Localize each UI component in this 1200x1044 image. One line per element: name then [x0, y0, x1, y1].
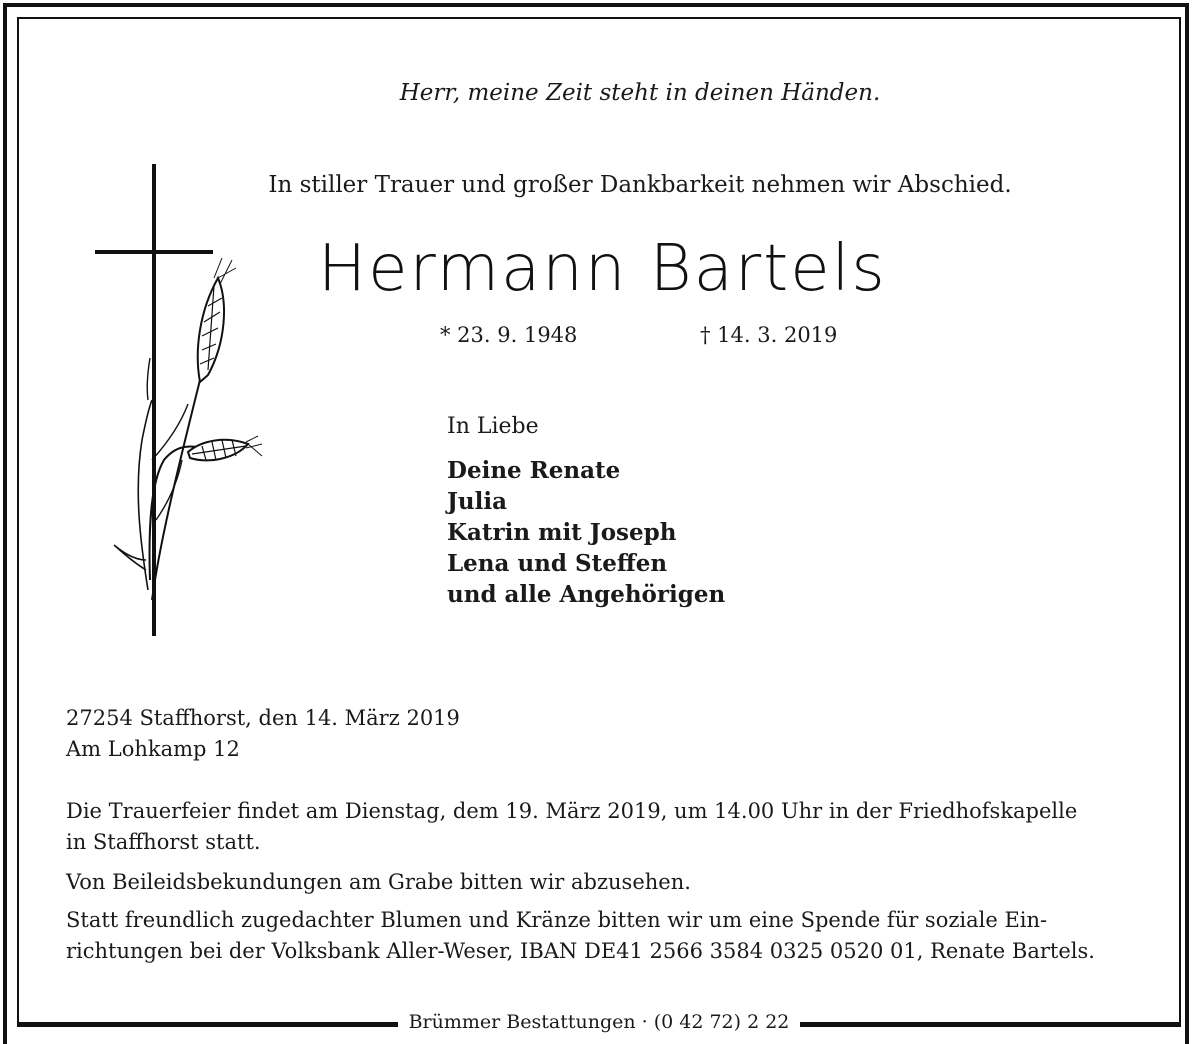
mourner-line: Katrin mit Joseph: [447, 519, 677, 546]
mourner-line: Julia: [447, 488, 507, 515]
funeral-info-line: in Staffhorst statt.: [66, 830, 261, 854]
footer-rule: [800, 1022, 1180, 1025]
address-place-date: 27254 Staffhorst, den 14. März 2019: [66, 706, 460, 730]
undertaker-footer: Brümmer Bestattungen · (0 42 72) 2 22: [398, 1009, 800, 1035]
donation-note-line: richtungen bei der Volksbank Aller-Weser, IBAN DE41 2566 3584 0325 0520 01, Renate Bartels.: [66, 939, 1095, 963]
mourner-line: und alle Angehörigen: [447, 581, 726, 608]
funeral-info-line: Die Trauerfeier findet am Dienstag, dem 19. März 2019, um 14.00 Uhr in der Friedhofskapelle: [66, 799, 1078, 823]
birth-date: * 23. 9. 1948: [440, 323, 578, 347]
donation-note-line: Statt freundlich zugedachter Blumen und Kränze bitten wir um eine Spende für soziale Ein-: [66, 908, 1048, 932]
bible-verse: Herr, meine Zeit steht in deinen Händen.: [399, 80, 881, 106]
mourner-line: Lena und Steffen: [447, 550, 668, 577]
condolence-note: Von Beileidsbekundungen am Grabe bitten wir abzusehen.: [66, 870, 691, 894]
footer-rule: [19, 1022, 398, 1025]
cross-with-wheat-icon: [90, 160, 270, 640]
mourner-line: Deine Renate: [447, 457, 621, 484]
death-date: † 14. 3. 2019: [700, 323, 838, 347]
address-street: Am Lohkamp 12: [66, 737, 240, 761]
in-love-label: In Liebe: [447, 414, 539, 439]
intro-line: In stiller Trauer und großer Dankbarkeit nehmen wir Abschied.: [268, 172, 1012, 198]
deceased-name: Hermann Bartels: [318, 232, 887, 306]
